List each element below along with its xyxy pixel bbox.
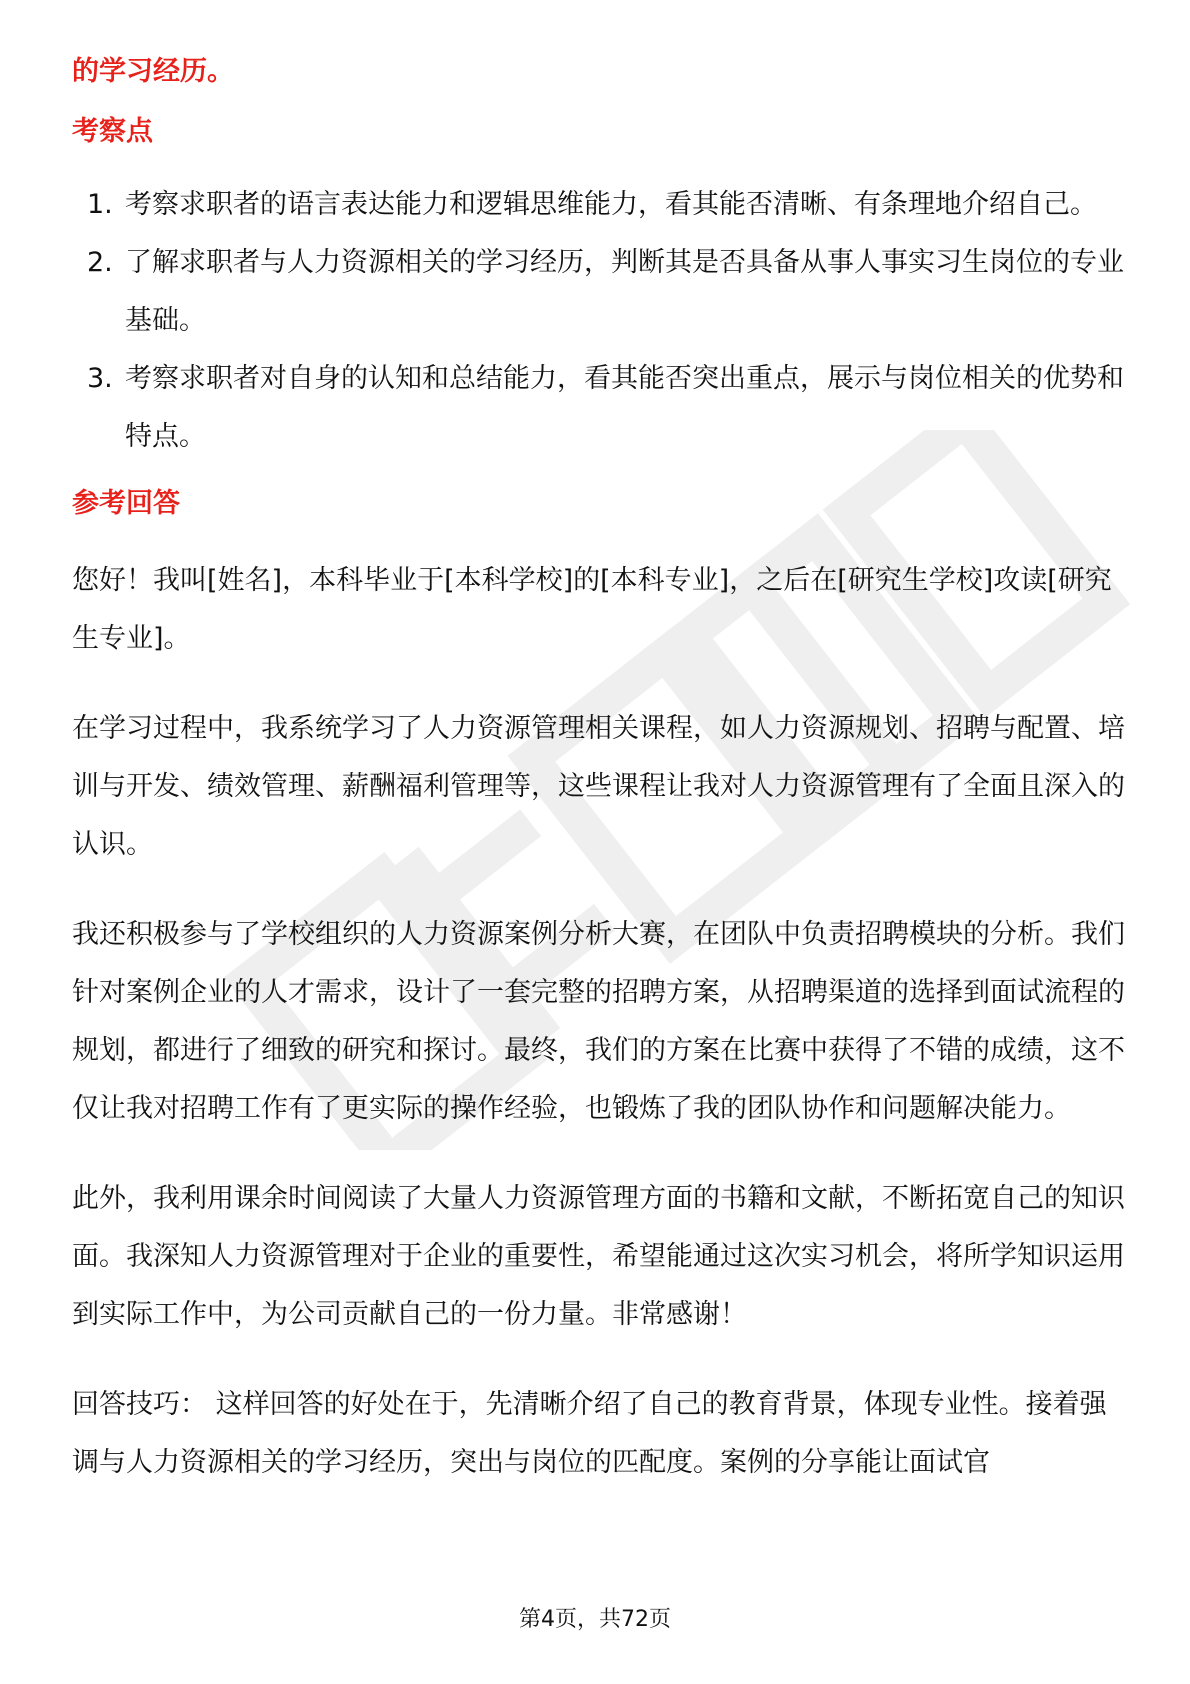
answer-paragraph: 在学习过程中，我系统学习了人力资源管理相关课程，如人力资源规划、招聘与配置、培训与开发、绩效管理、薪酬福利管理等，这些课程让我对人力资源管理有了全面且深入的认识。 — [72, 713, 1125, 860]
list-item — [72, 350, 1132, 466]
spacer — [72, 874, 1132, 906]
list-item-text: 考察求职者对自身的认知和总结能力，看其能否突出重点，展示与岗位相关的优势和特点。 — [125, 363, 1124, 452]
document-content — [72, 42, 1132, 1492]
list-item-text: 考察求职者的语言表达能力和逻辑思维能力，看其能否清晰、有条理地介绍自己。 — [125, 189, 1097, 220]
spacer — [72, 534, 1132, 552]
answer-tips: 回答技巧： 这样回答的好处在于，先清晰介绍了自己的教育背景，体现专业性。接着强调与人力资源相关的学习经历，突出与岗位的匹配度。案例的分享能让面试官 — [72, 1389, 1107, 1478]
examine-points-list — [72, 176, 1132, 466]
list-item — [72, 176, 1132, 234]
list-item-number: 1. — [87, 189, 113, 220]
list-item-text: 了解求职者与人力资源相关的学习经历，判断其是否具备从事人事实习生岗位的专业基础。 — [125, 247, 1124, 336]
list-item — [72, 234, 1132, 350]
list-item-number: 2. — [87, 247, 113, 278]
page-number-footer: 第4页，共72页 — [519, 1607, 671, 1632]
answer-paragraph: 此外，我利用课余时间阅读了大量人力资源管理方面的书籍和文献，不断拓宽自己的知识面。我深知人力资源管理对于企业的重要性，希望能通过这次实习机会，将所学知识运用到实际工作中，为公司贡献自己的一份力量。非常感谢！ — [72, 1183, 1125, 1330]
list-item-number: 3. — [87, 363, 113, 394]
spacer — [72, 1344, 1132, 1376]
answer-paragraph: 我还积极参与了学校组织的人力资源案例分析大赛，在团队中负责招聘模块的分析。我们针对案例企业的人才需求，设计了一套完整的招聘方案，从招聘渠道的选择到面试流程的规划，都进行了细致的研究和探讨。最终，我们的方案在比赛中获得了不错的成绩，这不仅让我对招聘工作有了更实际的操作经验，也锻炼了我的团队协作和问题解决能力。 — [72, 919, 1125, 1124]
spacer — [72, 668, 1132, 700]
reference-answer-heading: 参考回答 — [72, 488, 180, 519]
answer-paragraph: 您好！我叫[姓名]，本科毕业于[本科学校]的[本科专业]，之后在[研究生学校]攻读[研究生专业]。 — [72, 565, 1112, 654]
continued-text: 的学习经历。 — [72, 56, 234, 87]
spacer — [72, 1138, 1132, 1170]
examine-points-heading: 考察点 — [72, 116, 153, 147]
